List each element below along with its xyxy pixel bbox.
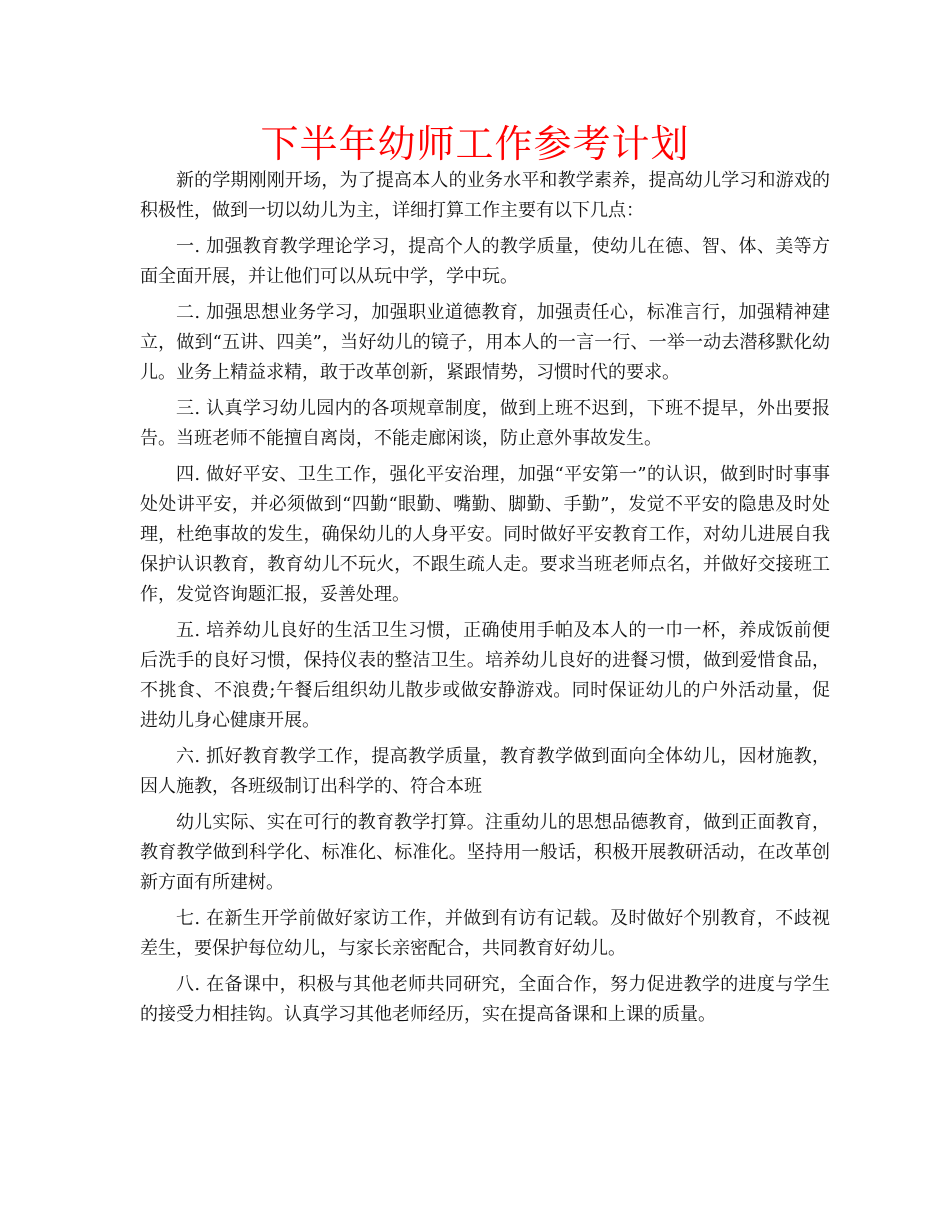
paragraph-item-4: 四. 做好平安、卫生工作，强化平安治理，加强“平安第一”的认识，做到时时事事处处讲平安，并必须做到“四勤“眼勤、嘴勤、脚勤、手勤”，发觉不平安的隐患及时处理，杜绝事故的发生，确保幼儿的人身平安。同时做好平安教育工作，对幼儿进展自我保护认识教育，教育幼儿不玩火，不跟生疏人走。要求当班老师点名，并做好交接班工作，发觉咨询题汇报，妥善处理。: [140, 464, 830, 605]
document-body: [140, 166, 830, 1036]
paragraph-item-2: 二. 加强思想业务学习，加强职业道德教育，加强责任心，标准言行，加强精神建立，做到“五讲、四美”，当好幼儿的镜子，用本人的一言一行、一举一动去潜移默化幼儿。业务上精益求精，敢于改革创新，紧跟情势，习惯时代的要求。: [140, 302, 830, 383]
paragraph-item-6-continued: 幼儿实际、实在可行的教育教学打算。注重幼儿的思想品德教育，做到正面教育，教育教学做到科学化、标准化、标准化。坚持用一般话，积极开展教研活动，在改革创新方面有所建树。: [140, 812, 830, 893]
paragraph-item-1: 一. 加强教育教学理论学习，提高个人的教学质量，使幼儿在德、智、体、美等方面全面开展，并让他们可以从玩中学，学中玩。: [140, 236, 830, 287]
paragraph-item-6: 六. 抓好教育教学工作，提高教学质量，教育教学做到面向全体幼儿，因材施教，因人施教，各班级制订出科学的、符合本班: [140, 746, 830, 797]
paragraph-item-7: 七. 在新生开学前做好家访工作，并做到有访有记载。及时做好个别教育，不歧视差生，要保护每位幼儿，与家长亲密配合，共同教育好幼儿。: [140, 908, 830, 959]
paragraph-item-3: 三. 认真学习幼儿园内的各项规章制度，做到上班不迟到，下班不提早，外出要报告。当班老师不能擅自离岗，不能走廊闲谈，防止意外事故发生。: [140, 398, 830, 449]
paragraph-item-5: 五. 培养幼儿良好的生活卫生习惯，正确使用手帕及本人的一巾一杯，养成饭前便后洗手的良好习惯，保持仪表的整洁卫生。培养幼儿良好的进餐习惯，做到爱惜食品，不挑食、不浪费;午餐后组织幼儿散步或做安静游戏。同时保证幼儿的户外活动量，促进幼儿身心健康开展。: [140, 620, 830, 731]
paragraph-item-8: 八. 在备课中，积极与其他老师共同研究，全面合作，努力促进教学的进度与学生的接受力相挂钩。认真学习其他老师经历，实在提高备课和上课的质量。: [140, 974, 830, 1025]
paragraph-intro: 新的学期刚刚开场，为了提高本人的业务水平和教学素养，提高幼儿学习和游戏的积极性，做到一切以幼儿为主，详细打算工作主要有以下几点：: [140, 170, 830, 221]
document-title: 下半年幼师工作参考计划: [260, 122, 690, 166]
